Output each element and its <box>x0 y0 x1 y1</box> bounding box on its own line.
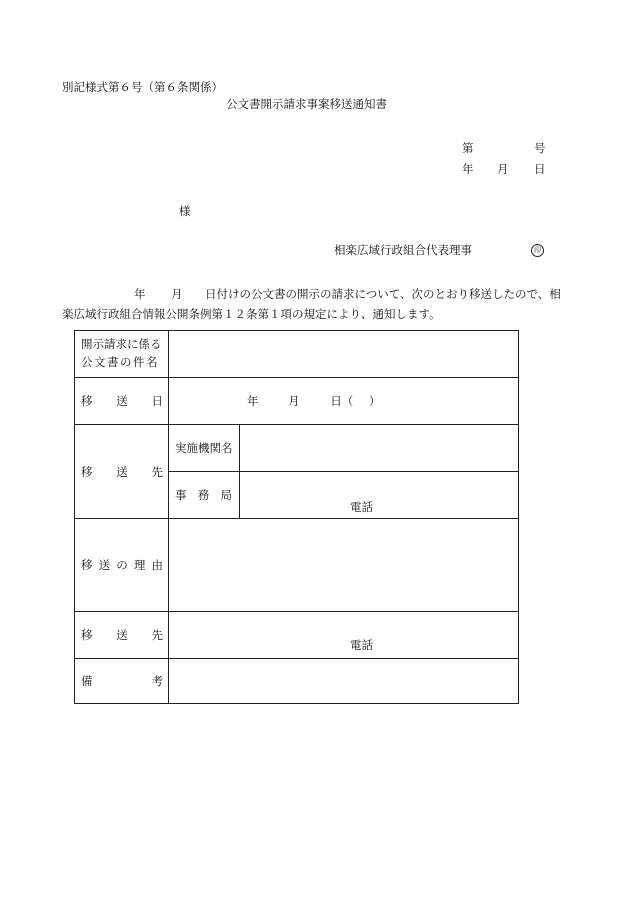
number-prefix: 第 <box>462 141 474 155</box>
agency-name-label: 実施機関名 <box>169 425 240 472</box>
form-number: 別記様式第６号（第６条関係） <box>62 80 223 94</box>
destination2-label: 移 送 先 <box>75 612 169 659</box>
body-line-1: 日付けの公文書の開示の請求について、次のとおり移送したので、相 <box>205 287 561 301</box>
reason-label: 移 送 の 理 由 <box>75 519 169 612</box>
reason-value[interactable] <box>169 519 519 612</box>
row-subject <box>75 331 519 378</box>
body-month: 月 <box>171 287 183 301</box>
office-value[interactable] <box>240 472 519 519</box>
transfer-date-close: ） <box>368 394 381 408</box>
row-remarks <box>75 659 519 704</box>
body-year: 年 <box>134 287 146 301</box>
row-destination-2 <box>75 612 519 659</box>
row-reason <box>75 519 519 612</box>
row-destination-agency <box>75 425 519 472</box>
transfer-date-day: 日（ <box>330 394 354 408</box>
body-line-2: 楽広域行政組合情報公開条例第１２条第１項の規定により、通知します。 <box>62 307 441 321</box>
remarks-label: 備 考 <box>75 659 169 704</box>
transfer-date-value[interactable] <box>169 378 519 425</box>
destination2-phone-label: 電話 <box>350 638 373 652</box>
number-suffix: 号 <box>534 141 546 155</box>
sender-name: 相楽広域行政組合代表理事 <box>334 243 472 257</box>
date-day: 日 <box>534 162 546 176</box>
subject-label-line-2: 公文書の件名 <box>81 355 159 369</box>
agency-name-value[interactable] <box>240 425 519 472</box>
destination-label: 移 送 先 <box>75 425 169 519</box>
row-transfer-date <box>75 378 519 425</box>
date-year: 年 <box>462 162 474 176</box>
office-label: 事 務 局 <box>169 472 240 519</box>
office-phone-label: 電話 <box>350 500 373 514</box>
seal-mark: 印 <box>531 244 544 257</box>
transfer-form-table <box>74 330 519 704</box>
transfer-date-label: 移 送 日 <box>75 378 169 425</box>
addressee-suffix: 様 <box>179 204 191 218</box>
destination2-value[interactable] <box>169 612 519 659</box>
date-month: 月 <box>497 162 509 176</box>
document-title: 公文書開示請求事案移送通知書 <box>226 97 387 111</box>
transfer-date-month: 月 <box>288 394 300 408</box>
remarks-value[interactable] <box>169 659 519 704</box>
subject-value[interactable] <box>169 331 519 378</box>
subject-label-line-1: 開示請求に係る <box>81 337 162 352</box>
subject-label <box>75 331 169 378</box>
transfer-date-year: 年 <box>247 394 259 408</box>
